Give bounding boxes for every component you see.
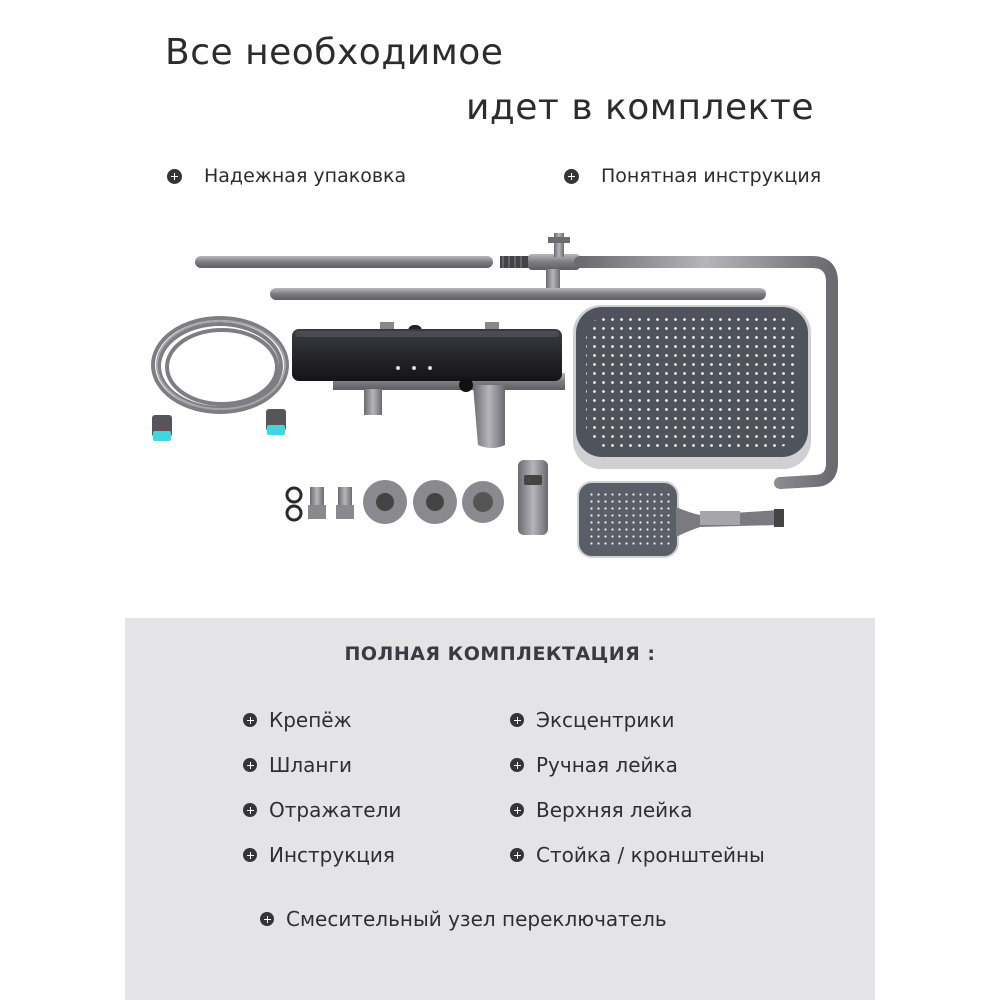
kit-item <box>243 753 352 777</box>
kit-item <box>243 798 401 822</box>
kit-item <box>243 843 395 867</box>
kit-item-label: Эксцентрики <box>536 708 675 732</box>
kit-item-label: Инструкция <box>269 843 395 867</box>
kit-item-label: Стойка / кронштейны <box>536 843 765 867</box>
kit-title: ПОЛНАЯ КОМПЛЕКТАЦИЯ : <box>344 643 656 665</box>
overhead-shower-head <box>573 305 811 469</box>
mixer-control-panel <box>292 322 565 448</box>
plus-bullet-icon <box>564 169 579 184</box>
kit-item <box>510 843 765 867</box>
hand-shower <box>578 482 784 557</box>
kit-item-label: Ручная лейка <box>536 753 678 777</box>
kit-item <box>510 753 678 777</box>
feature-packaging <box>167 165 406 187</box>
kit-item-label: Шланги <box>269 753 353 777</box>
plus-bullet-icon <box>243 848 257 862</box>
feature-instructions <box>564 165 821 187</box>
headline-line-2: идет в комплекте <box>466 87 814 128</box>
plus-bullet-icon <box>243 758 257 772</box>
plus-bullet-icon <box>510 848 524 862</box>
plus-bullet-icon <box>260 912 274 926</box>
wall-flanges <box>363 480 504 524</box>
plus-bullet-icon <box>243 713 257 727</box>
kit-item-label: Отражатели <box>269 798 402 822</box>
plus-bullet-icon <box>243 803 257 817</box>
kit-item <box>243 708 352 732</box>
kit-item <box>510 798 692 822</box>
kit-item <box>510 708 674 732</box>
mounting-hardware <box>287 487 354 520</box>
feature-label: Понятная инструкция <box>601 165 822 187</box>
kit-item-mixer <box>260 907 667 931</box>
kit-item-label: Крепёж <box>269 708 352 732</box>
shower-rod-lower <box>270 288 766 300</box>
kit-contents-panel <box>125 618 875 1000</box>
plus-bullet-icon <box>510 803 524 817</box>
feature-label: Надежная упаковка <box>204 165 407 187</box>
shower-system-product-image <box>140 225 850 570</box>
plus-bullet-icon <box>510 713 524 727</box>
kit-item-label: Смесительный узел переключатель <box>286 907 667 931</box>
shower-hose <box>152 318 287 441</box>
plus-bullet-icon <box>167 169 182 184</box>
headline-line-1: Все необходимое <box>165 32 504 73</box>
plus-bullet-icon <box>510 758 524 772</box>
kit-item-label: Верхняя лейка <box>536 798 693 822</box>
hand-shower-holder <box>518 460 548 535</box>
